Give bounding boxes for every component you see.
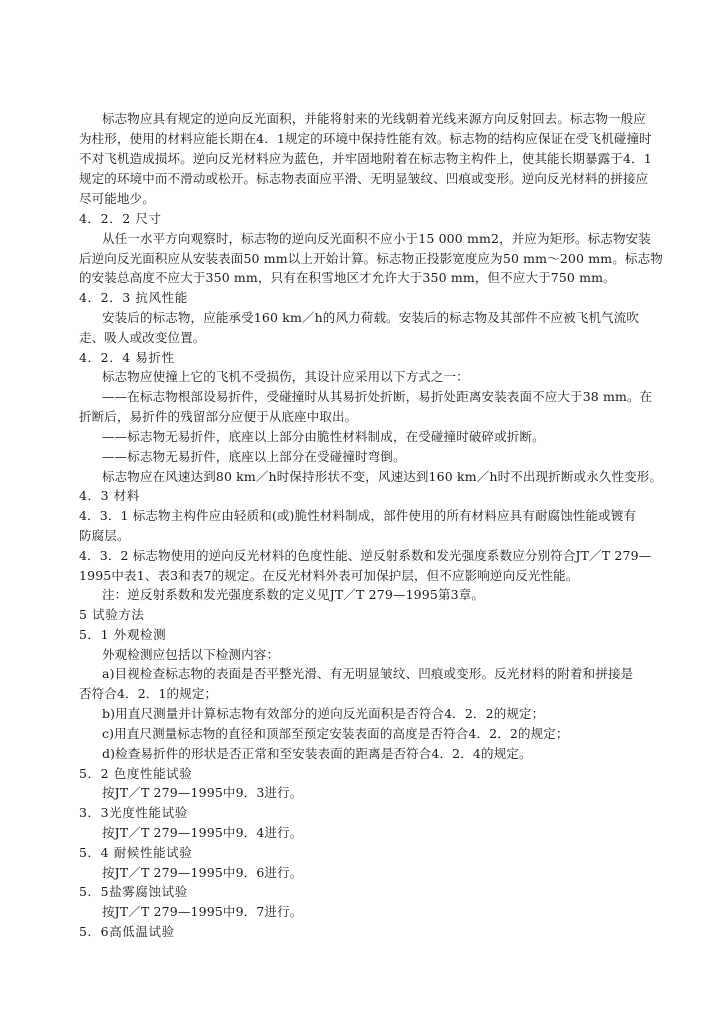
text-line: ——标志物无易折件，底座以上部分由脆性材料制成，在受碰撞时破碎或折断。: [102, 429, 545, 444]
text-line: 按JT／T 279—1995中9．6进行。: [102, 865, 303, 880]
text-line: 折断后，易折件的残留部分应便于从底座中取出。: [79, 409, 358, 424]
list-item: c)用直尺测量标志物的直径和顶部至预定安装表面的高度是否符合4．2．2的规定；: [102, 726, 569, 741]
text-line: 1995中表1、表3和表7的规定。在反光材料外表可加保护层，但不应影响逆向反光性能。: [79, 568, 579, 583]
section-heading: 5．6高低温试验: [79, 924, 175, 939]
text-line: 标志物应使撞上它的飞机不受损伤，其设计应采用以下方式之一：: [102, 369, 469, 384]
section-heading: 5．5盐雾腐蚀试验: [79, 884, 188, 899]
text-line: 按JT／T 279—1995中9．7进行。: [102, 904, 303, 919]
text-line: 按JT／T 279—1995中9．4进行。: [102, 825, 303, 840]
text-line: 按JT／T 279—1995中9．3进行。: [102, 785, 303, 800]
text-line: 防腐层。: [79, 528, 130, 543]
section-heading: 4．3 材料: [79, 488, 140, 503]
text-line: 4．3．1 标志物主构件应由轻质和(或)脆性材料制成，部件使用的所有材料应具有耐腐蚀性能或镀有: [79, 508, 637, 523]
text-line: 为柱形，使用的材料应能长期在4．1规定的环境中保持性能有效。标志物的结构应保证在受飞机碰撞时: [79, 131, 652, 146]
text-line: ——标志物无易折件，底座以上部分在受碰撞时弯倒。: [102, 449, 406, 464]
text-line: 规定的环境中而不滑动或松开。标志物表面应平滑、无明显皱纹、凹痕或变形。逆向反光材料的拼接应: [79, 171, 649, 186]
section-heading: 4．2．3 抗风性能: [79, 290, 188, 305]
text-line: 尽可能地少。: [79, 191, 155, 206]
text-line: 外观检测应包括以下检测内容：: [102, 647, 280, 662]
text-line: 标志物应在风速达到80 km／h时保持形状不变，风速达到160 km／h时不出现折断或永久性变形。: [102, 469, 663, 484]
list-item: d)检查易折件的形状是否正常和至安装表面的距离是否符合4．2．4的规定。: [102, 746, 532, 761]
section-heading: 5 试验方法: [79, 607, 145, 622]
list-item: b)用直尺测量并计算标志物有效部分的逆向反光面积是否符合4．2．2的规定；: [102, 706, 545, 721]
text-line: 否符合4．2．1的规定；: [79, 686, 218, 701]
text-line: 后逆向反光面积应从安装表面50 mm以上开始计算。标志物正投影宽度应为50 mm～200 mm。标志物: [79, 251, 663, 266]
text-line: 的安装总高度不应大于350 mm，只有在积雪地区才允许大于350 mm，但不应大于750 mm。: [79, 270, 616, 285]
section-heading: 5．1 外观检测: [79, 627, 167, 642]
section-heading: 3．3光度性能试验: [79, 805, 188, 820]
text-line: 不对飞机造成损坏。逆向反光材料应为蓝色，并牢固地附着在标志物主构件上，使其能长期暴露于4．1: [79, 151, 652, 166]
note-line: 注：逆反射系数和发光强度系数的定义见JT／T 279—1995第3章。: [102, 587, 485, 602]
section-heading: 5．2 色度性能试验: [79, 766, 193, 781]
section-heading: 5．4 耐候性能试验: [79, 845, 193, 860]
section-heading: 4．2．2 尺寸: [79, 211, 162, 226]
list-item: a)目视检查标志物的表面是否平整光滑、有无明显皱纹、凹痕或变形。反光材料的附着和拼接是: [102, 666, 634, 681]
text-line: 安装后的标志物，应能承受160 km／h的风力荷载。安装后的标志物及其部件不应被飞机气流吹: [102, 310, 640, 325]
text-line: 走、吸人或改变位置。: [79, 330, 206, 345]
text-line: 4．3．2 标志物使用的逆向反光材料的色度性能、逆反射系数和发光强度系数应分别符合JT／T 279—: [79, 548, 652, 563]
text-line: 标志物应具有规定的逆向反光面积，并能将射来的光线朝着光线来源方向反射回去。标志物一般应: [102, 111, 646, 126]
text-line: ——在标志物根部设易折件，受碰撞时从其易折处折断，易折处距离安装表面不应大于38 mm。在: [102, 389, 653, 404]
text-line: 从任一水平方向观察时，标志物的逆向反光面积不应小于15 000 mm2，并应为矩形。标志物安装: [102, 231, 651, 246]
section-heading: 4．2．4 易折性: [79, 350, 175, 365]
